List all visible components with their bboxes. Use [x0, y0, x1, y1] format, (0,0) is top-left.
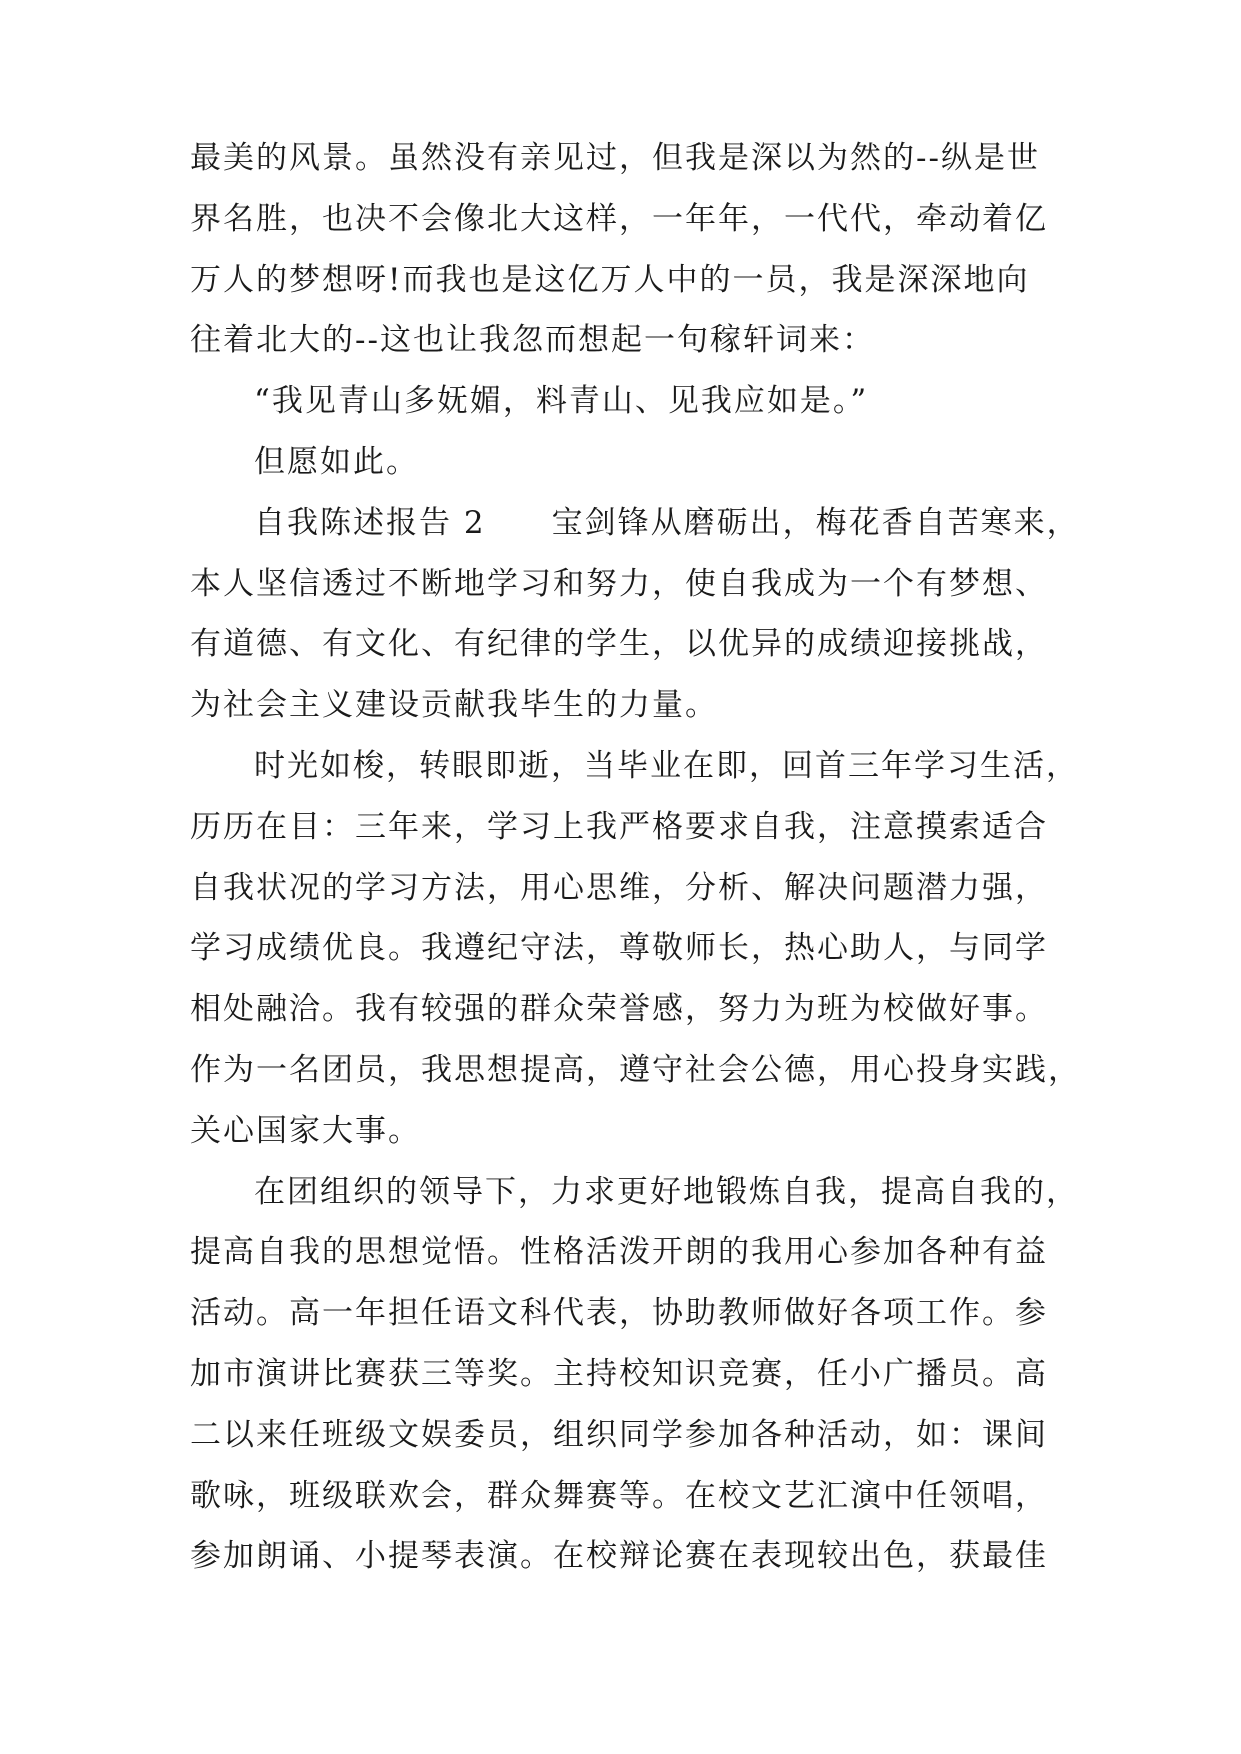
text-line: 但愿如此。 [254, 443, 419, 480]
text-line: 历历在目：三年来，学习上我严格要求自我，注意摸索适合 [190, 808, 1048, 845]
text-line: 二以来任班级文娱委员，组织同学参加各种活动，如：课间 [190, 1416, 1048, 1453]
text-line: 学习成绩优良。我遵纪守法，尊敬师长，热心助人，与同学 [190, 930, 1048, 967]
text-line: 提高自我的思想觉悟。性格活泼开朗的我用心参加各种有益 [190, 1234, 1048, 1271]
text-line: 最美的风景。虽然没有亲见过，但我是深以为然的--纵是世 [190, 140, 1040, 176]
text-line: 关心国家大事。 [190, 1112, 421, 1149]
text-line: 自我状况的学习方法，用心思维，分析、解决问题潜力强， [190, 869, 1048, 906]
text-line: 为社会主义建设贡献我毕生的力量。 [190, 687, 718, 724]
text-line: 活动。高一年担任语文科代表，协助教师做好各项工作。参 [190, 1295, 1048, 1332]
text-line: 在团组织的领导下，力求更好地锻炼自我，提高自我的， [254, 1173, 1079, 1210]
text-line: 时光如梭，转眼即逝，当毕业在即，回首三年学习生活， [254, 747, 1079, 784]
section-heading-line: 自我陈述报告 2 宝剑锋从磨砺出，梅花香自苦寒来， [254, 504, 1080, 541]
text-line: 加市演讲比赛获三等奖。主持校知识竞赛，任小广播员。高 [190, 1355, 1048, 1392]
text-line: 作为一名团员，我思想提高，遵守社会公德，用心投身实践， [190, 1051, 1081, 1088]
text-line: 参加朗诵、小提琴表演。在校辩论赛在表现较出色，获最佳 [190, 1538, 1048, 1575]
text-line: 往着北大的--这也让我忽而想起一句稼轩词来： [190, 322, 875, 359]
text-line: 万人的梦想呀!而我也是这亿万人中的一员，我是深深地向 [190, 261, 1030, 298]
document-body [190, 128, 1081, 1587]
quote-line: “我见青山多妩媚，料青山、见我应如是。” [254, 383, 869, 420]
text-line: 相处融洽。我有较强的群众荣誉感，努力为班为校做好事。 [190, 991, 1048, 1028]
text-line: 有道德、有文化、有纪律的学生，以优异的成绩迎接挑战， [190, 626, 1048, 663]
text-line: 本人坚信透过不断地学习和努力，使自我成为一个有梦想、 [190, 565, 1048, 602]
text-line: 歌咏，班级联欢会，群众舞赛等。在校文艺汇演中任领唱， [190, 1477, 1048, 1514]
text-line: 界名胜，也决不会像北大这样，一年年，一代代，牵动着亿 [190, 200, 1048, 237]
